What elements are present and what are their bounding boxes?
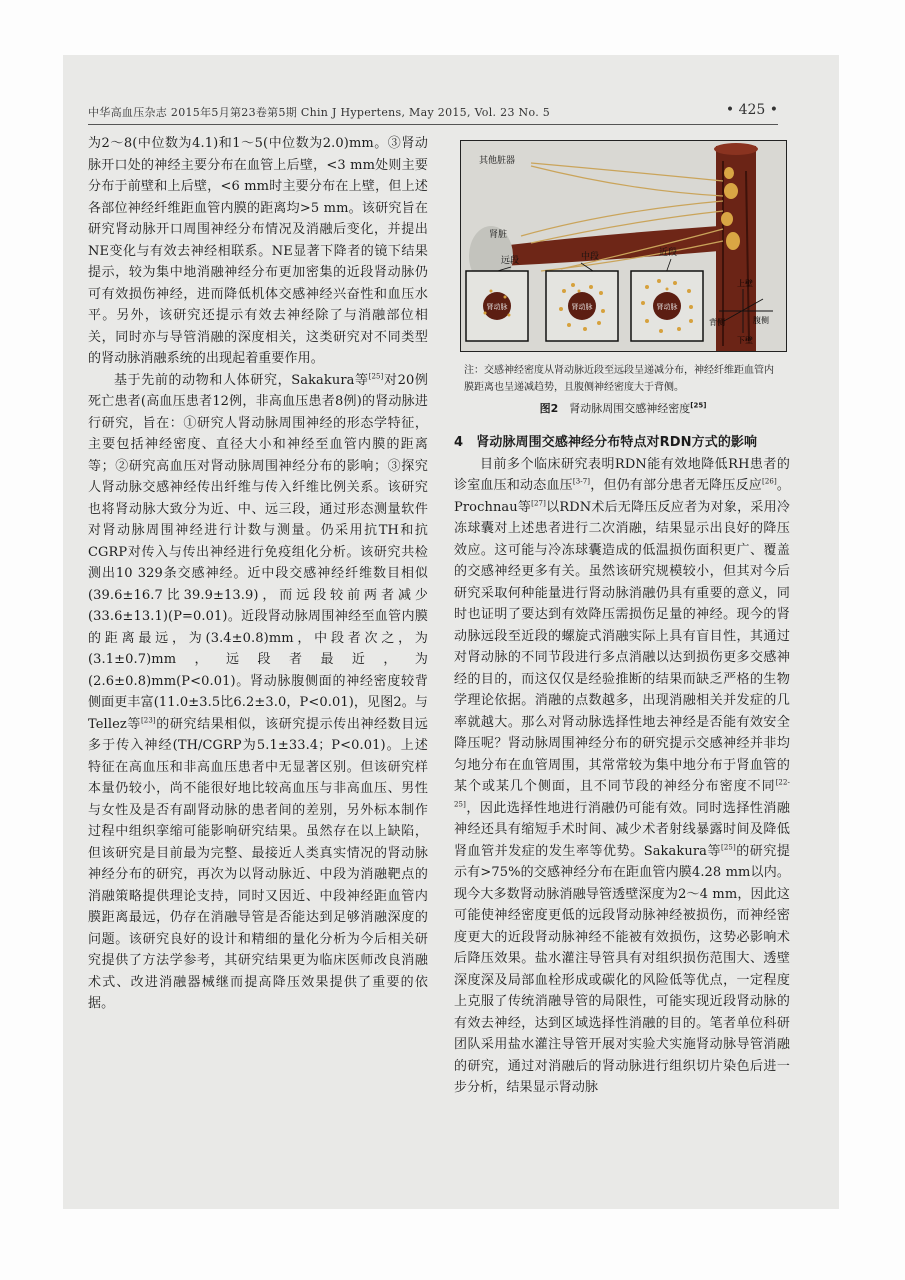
text-run: 。Prochnau等 bbox=[454, 478, 790, 515]
text-run: 以RDN术后无降压反应者为对象，采用冷冻球囊对上述患者进行二次消融，结果显示出良好的降压效应。这可能与冷冻球囊造成的低温损伤面积更广、覆盖的交感神经更多有关。虽然该研究规模较小，但其对今后研究采取何种能量进行肾动脉消融仍具有重要的意义，同时也证明了要达到有效降压需损伤足量的神经。现今的肾动脉远段至近段的螺旋式消融实际上具有盲目性，其通过对肾动脉的不同节段进行多点消融以达到损伤更多交感神经的目的，而这仅仅是经验推断的结果而缺乏严格的生物学理论依据。消融的点数越多，出现消融相关并发症的几率就越大。那么对肾动脉选择性地去神经是否能有效安全降压呢？肾动脉周围神经分布的研究提示交感神经并非均匀地分布在血管周围，其常常较为集中地分布于肾血管的某个或某几个侧面，且不同节段的神经分布密度不同 bbox=[454, 499, 790, 794]
citation: [22-25] bbox=[454, 778, 790, 809]
label-renal-artery: 肾动脉 bbox=[571, 303, 593, 311]
citation: [23] bbox=[140, 716, 156, 725]
cross-section-proximal bbox=[631, 271, 703, 341]
renal-artery-diagram bbox=[461, 141, 786, 351]
right-column bbox=[454, 432, 790, 1099]
text-run: ，但仍有部分患者无降压反应 bbox=[590, 478, 762, 493]
label-renal-artery: 肾动脉 bbox=[486, 303, 508, 311]
label-distal: 远段 bbox=[501, 256, 520, 266]
left-column bbox=[88, 133, 428, 1015]
paragraph-rdn bbox=[454, 454, 790, 1099]
axis-dorsal: 背侧 bbox=[709, 318, 725, 327]
section-heading: 4 肾动脉周围交感神经分布特点对RDN方式的影响 bbox=[454, 435, 758, 450]
figure-2 bbox=[460, 140, 787, 352]
text-run: ，因此选择性地进行消融仍可能有效。同时选择性消融神经还具有缩短手术时间、减少术者射线暴露时间及降低肾血管并发症的发生率等优势。Sakakura等 bbox=[454, 800, 790, 859]
caption-label: 图2 bbox=[539, 402, 559, 415]
running-header bbox=[88, 100, 778, 122]
cross-section-middle bbox=[546, 271, 618, 341]
text-run: 对20例死亡患者(高血压患者12例，非高血压患者8例)的肾动脉进行研究，旨在：①研究人肾动脉周围神经的形态学特征，主要包括神经密度、直径大小和神经至血管内膜的距离等；②研究高血压对肾动脉周围神经分布的影响；③探究人肾动脉交感神经传出纤维与传入纤维比例关系。该研究也将肾动脉大致分为近、中、远三段，通过形态测量软件对肾动脉周围神经进行计数与测量。仍采用抗TH和抗CGRP对传入与传出神经进行免疫组化分析。该研究共检测出10 329条交感神经。近中段交感神经纤维数目相似(39.6±16.7比39.9±13.9)，而远段较前两者减少(33.6±13.1)(P=0.01)。近段肾动脉周围神经至血管内膜的距离最远，为(3.4±0.8)mm，中段者次之，为(3.1±0.7)mm，远段者最近，为(2.6±0.8)mm(P<0.01)。肾动脉腹侧面的神经密度较背侧面更丰富(11.0±3.5比6.2±3.0，P<0.01)，见图2。与Tellez等 bbox=[88, 372, 428, 732]
figure-caption bbox=[464, 400, 782, 416]
label-renal-artery: 肾动脉 bbox=[656, 303, 678, 311]
caption-text: 肾动脉周围交感神经密度 bbox=[569, 402, 691, 415]
citation: [25] bbox=[690, 401, 707, 410]
citation: [3-7] bbox=[572, 477, 591, 486]
text-run: 目前多个临床研究表明RDN能有效地降低RH患者的诊室血压和动态血压 bbox=[454, 456, 790, 493]
label-proximal: 近段 bbox=[659, 248, 678, 258]
citation: [26] bbox=[762, 477, 777, 486]
citation: [25] bbox=[368, 372, 384, 381]
citation: [25] bbox=[721, 843, 736, 852]
cross-section-distal bbox=[466, 271, 528, 341]
text-run: 基于先前的动物和人体研究，Sakakura等 bbox=[114, 372, 369, 388]
figure-note: 注：交感神经密度从肾动脉近段至远段呈递减分布，神经纤维距血管内膜距离也呈递减趋势，且腹侧神经密度大于背侧。 bbox=[464, 365, 774, 393]
axis-ventral: 腹侧 bbox=[753, 316, 769, 325]
citation: [27] bbox=[531, 499, 546, 508]
paragraph-continuation: 为2～8(中位数为4.1)和1～5(中位数为2.0)mm。③肾动脉开口处的神经主要分布在血管上后壁，<3 mm处则主要分布于前壁和上后壁，<6 mm时主要分布在上壁，但上述各部位神经纤维距血管内膜的距离均>5 mm。该研究旨在研究肾动脉开口周围神经分布情况及消融后变化，并提出NE变化与有效去神经相联系。NE显著下降者的镜下结果提示，较为集中地消融神经分布更加密集的近段肾动脉仍可有效损伤神经，进而降低机体交感神经兴奋性和血压水平。另外，该研究还提示有效去神经除了与消融部位相关，同时亦与导管消融的深度相关，这类研究对不同类型的肾动脉消融系统的出现起着重要作用。 bbox=[88, 136, 428, 366]
text-run: 的研究提示有>75%的交感神经分布在距血管内膜4.28 mm以内。现今大多数肾动脉消融导管透壁深度为2～4 mm，因此这可能使神经密度更低的远段肾动脉神经被损伤，而神经密度更大的近段肾动脉神经不能被有效损伤，这势必影响术后降压效果。盐水灌注导管具有对组织损伤范围大、透壁深度深及局部血栓形成或碳化的风险低等优点，一定程度上克服了传统消融导管的局限性，可能实现近段肾动脉的有效去神经，达到区域选择性消融的目的。笔者单位科研团队采用盐水灌注导管开展对实验犬实施肾动脉导管消融的研究，通过对消融后的肾动脉进行组织切片染色后进一步分析，结果显示肾动脉 bbox=[454, 843, 790, 1095]
paragraph-sakakura bbox=[88, 370, 428, 1015]
label-kidney: 肾脏 bbox=[489, 230, 508, 240]
page-number: • 425 • bbox=[725, 102, 778, 118]
label-middle: 中段 bbox=[581, 252, 600, 262]
axis-down: 下壁 bbox=[737, 336, 753, 345]
text-run: 的研究结果相似，该研究提示传出神经数目远多于传入神经(TH/CGRP为5.1±33.4；P<0.01)。上述特征在高血压和非高血压患者中无显著区别。但该研究样本量仍较小，尚不能很好地比较高血压与非高血压、男性与女性及是否有副肾动脉的患者间的差别，另外标本制作过程中组织挛缩可能影响研究结果。虽然存在以上缺陷，但该研究是目前最为完整、最接近人类真实情况的肾动脉神经分布的研究，再次为以肾动脉近、中段为消融靶点的消融策略提供理论支持，同时又因近、中段神经距血管内膜距离最远，仍存在消融导管是否能达到足够消融深度的问题。该研究良好的设计和精细的量化分析为今后相关研究提供了方法学参考，其研究结果更为临床医师改良消融术式、改进消融器械继而提高降压效果提供了重要的依据。 bbox=[88, 716, 428, 1011]
label-other-organs: 其他脏器 bbox=[479, 156, 516, 166]
header-rule bbox=[88, 124, 778, 125]
axis-up: 上壁 bbox=[737, 279, 753, 288]
journal-info: 中华高血压杂志 2015年5月第23卷第5期 Chin J Hypertens, May 2015, Vol. 23 No. 5 bbox=[88, 106, 551, 119]
